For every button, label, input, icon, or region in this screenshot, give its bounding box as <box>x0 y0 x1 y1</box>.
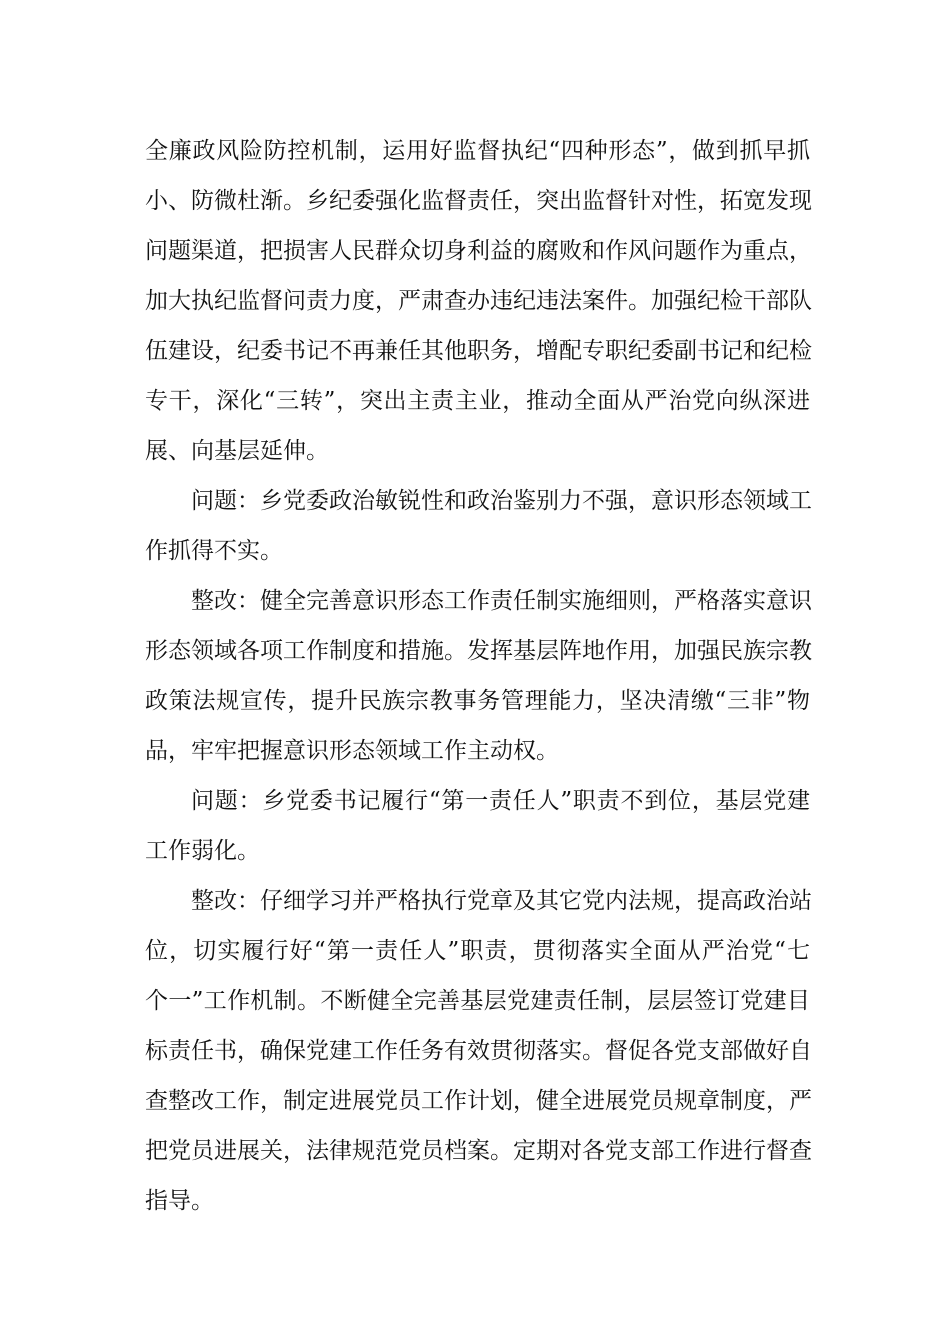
rectification-line: 整改：仔细学习并严格执行党章及其它党内法规，提高政治站 <box>191 888 812 914</box>
problem-line: 作抓得不实。 <box>145 538 283 564</box>
paragraph-line: 小、防微杜渐。乡纪委强化监督责任，突出监督针对性，拓宽发现 <box>145 188 812 214</box>
paragraph-line: 问题渠道，把损害人民群众切身利益的腐败和作风问题作为重点， <box>145 238 812 264</box>
rectification-line: 把党员进展关，法律规范党员档案。定期对各党支部工作进行督查 <box>145 1138 812 1164</box>
rectification-line: 形态领域各项工作制度和措施。发挥基层阵地作用，加强民族宗教 <box>145 638 812 664</box>
paragraph-line: 伍建设，纪委书记不再兼任其他职务，增配专职纪委副书记和纪检 <box>145 338 812 364</box>
rectification-line: 品，牢牢把握意识形态领域工作主动权。 <box>145 738 559 764</box>
rectification-line: 查整改工作，制定进展党员工作计划，健全进展党员规章制度，严 <box>145 1088 812 1114</box>
rectification-line: 整改：健全完善意识形态工作责任制实施细则，严格落实意识 <box>191 588 812 614</box>
paragraph-line: 全廉政风险防控机制，运用好监督执纪“四种形态”，做到抓早抓 <box>145 138 810 164</box>
paragraph-line: 加大执纪监督问责力度，严肃查办违纪违法案件。加强纪检干部队 <box>145 288 812 314</box>
rectification-line: 标责任书，确保党建工作任务有效贯彻落实。督促各党支部做好自 <box>145 1038 812 1064</box>
problem-line: 问题：乡党委政治敏锐性和政治鉴别力不强，意识形态领域工 <box>191 488 812 514</box>
rectification-line: 个一”工作机制。不断健全完善基层党建责任制，层层签订党建目 <box>145 988 810 1014</box>
problem-line: 工作弱化。 <box>145 838 260 864</box>
paragraph-line: 专干，深化“三转”，突出主责主业，推动全面从严治党向纵深进 <box>145 388 810 414</box>
problem-line: 问题：乡党委书记履行“第一责任人”职责不到位，基层党建 <box>191 788 810 814</box>
paragraph-line: 展、向基层延伸。 <box>145 438 329 464</box>
rectification-line: 位，切实履行好“第一责任人”职责，贯彻落实全面从严治党“七 <box>145 938 810 964</box>
rectification-line: 指导。 <box>145 1188 214 1214</box>
document-body <box>145 126 810 1226</box>
rectification-line: 政策法规宣传，提升民族宗教事务管理能力，坚决清缴“三非”物 <box>145 688 810 714</box>
